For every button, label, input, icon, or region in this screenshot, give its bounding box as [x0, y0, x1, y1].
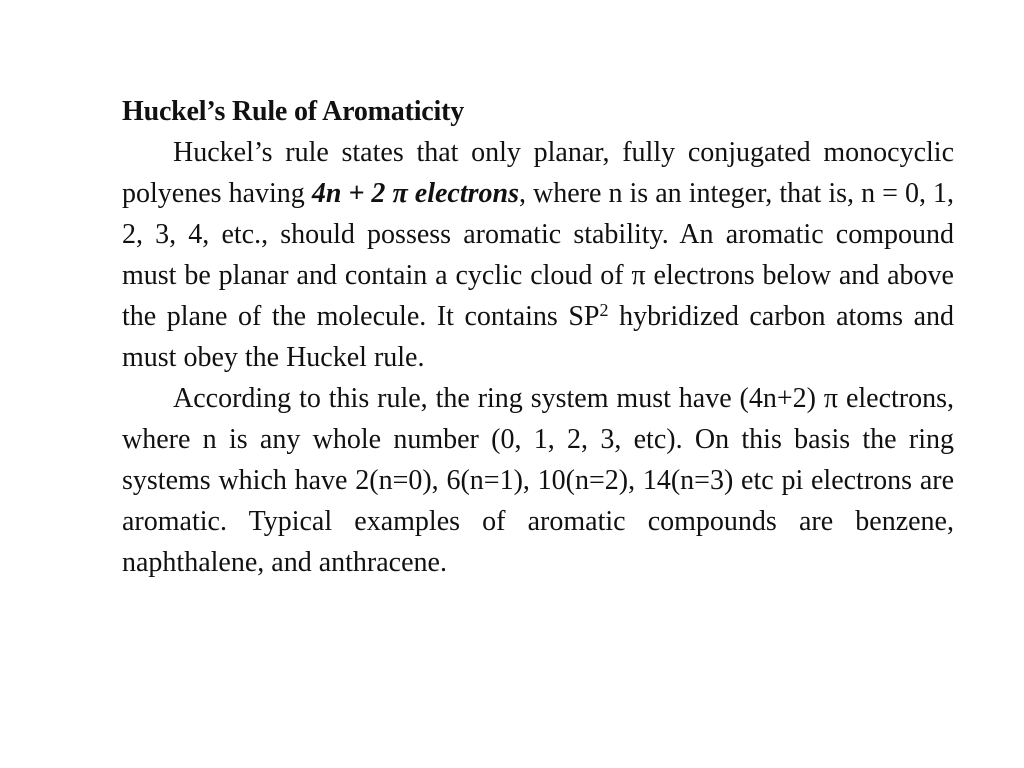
paragraph-text: hybridized carbon atoms and must obey the Huckel rule. — [122, 301, 954, 373]
paragraph-ring-system: According to this rule, the ring system must have (4n+2) π electrons, where n is any whole number (0, 1, 2, 3, etc). On this basis the ring systems which have 2(n=0), 6(n=1), 10(n=2), 14(n=3) etc pi electrons are aromatic. Typical examples of aromatic compounds are benzene, naphthalene, and anthracene. — [122, 383, 954, 578]
page-title: Huckel’s Rule of Aromaticity — [122, 96, 465, 127]
emphasized-formula: 4n + 2 π electrons — [311, 178, 519, 209]
paragraph-text: , where n is an integer, that is, n = 0, 1, 2, 3, 4, etc., should possess aromatic stability. An aromatic compound must be planar and contain a cyclic cloud of π electrons below and above the plane of the molecule. It contains SP — [122, 178, 954, 332]
paragraph-text: Huckel’s rule states that only planar, fully conjugated monocyclic polyenes having — [122, 137, 954, 209]
paragraph-huckel-rule — [122, 132, 954, 378]
superscript: 2 — [599, 300, 609, 320]
document-page — [122, 92, 954, 583]
